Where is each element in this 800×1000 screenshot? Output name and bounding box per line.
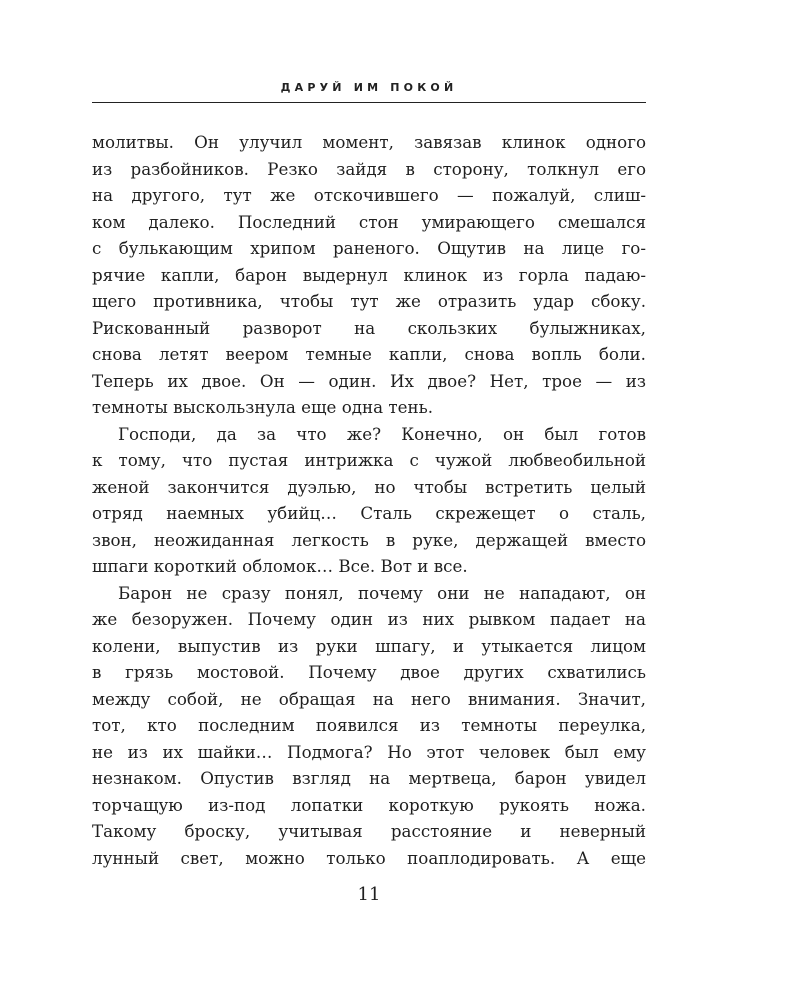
- text-line: из разбойников. Резко зайдя в сторону, толкнул его: [92, 158, 646, 179]
- text-line: незнаком. Опустив взгляд на мертвеца, барон увидел: [92, 768, 646, 788]
- body-text: [92, 129, 646, 871]
- header-rule: [92, 102, 646, 103]
- text-line: ком далеко. Последний стон умирающего смешался: [92, 211, 646, 232]
- text-line: лунный свет, можно только поаплодировать. А еще: [92, 847, 646, 868]
- text-line: Теперь их двое. Он — один. Их двое? Нет, трое — из: [92, 370, 646, 391]
- text-line: звон, неожиданная легкость в руке, держащей вместо: [92, 529, 646, 550]
- text-line: щего противника, чтобы тут же отразить удар сбоку.: [92, 291, 646, 311]
- text-line: Такому броску, учитывая расстояние и неверный: [92, 821, 646, 841]
- text-line: к тому, что пустая интрижка с чужой любвеобильной: [92, 450, 646, 470]
- text-line: Господи, да за что же? Конечно, он был готов: [118, 423, 646, 444]
- text-line: в грязь мостовой. Почему двое других схватились: [92, 662, 646, 682]
- text-line: снова летят веером темные капли, снова вопль боли.: [92, 344, 646, 364]
- text-line: темноты выскользнула еще одна тень.: [92, 397, 434, 417]
- text-line: же безоружен. Почему один из них рывком падает на: [92, 609, 646, 629]
- text-line: молитвы. Он улучил момент, завязав клинок одного: [92, 132, 646, 152]
- running-title: ДАРУЙ ИМ ПОКОЙ: [280, 81, 458, 94]
- page-number: 11: [357, 884, 381, 905]
- book-page: [92, 0, 646, 1000]
- text-line: Рискованный разворот на скользких булыжниках,: [92, 317, 646, 338]
- text-line: торчащую из-под лопатки короткую рукоять ножа.: [92, 794, 646, 815]
- text-line: колени, выпустив из руки шпагу, и утыкается лицом: [92, 635, 646, 656]
- text-line: тот, кто последним появился из темноты переулка,: [92, 715, 646, 735]
- text-line: Барон не сразу понял, почему они не нападают, он: [118, 582, 646, 603]
- text-line: отряд наемных убийц… Сталь скрежещет о сталь,: [92, 503, 646, 523]
- text-line: на другого, тут же отскочившего — пожалуй, слиш-: [92, 185, 646, 205]
- text-line: с булькающим хрипом раненого. Ощутив на лице го-: [92, 238, 646, 258]
- text-line: между собой, не обращая на него внимания. Значит,: [92, 688, 646, 709]
- text-line: женой закончится дуэлью, но чтобы встретить целый: [92, 476, 646, 497]
- text-line: шпаги короткий обломок… Все. Вот и все.: [92, 556, 468, 576]
- text-line: не из их шайки… Подмога? Но этот человек был ему: [92, 741, 646, 762]
- text-line: рячие капли, барон выдернул клинок из горла падаю-: [92, 264, 646, 285]
